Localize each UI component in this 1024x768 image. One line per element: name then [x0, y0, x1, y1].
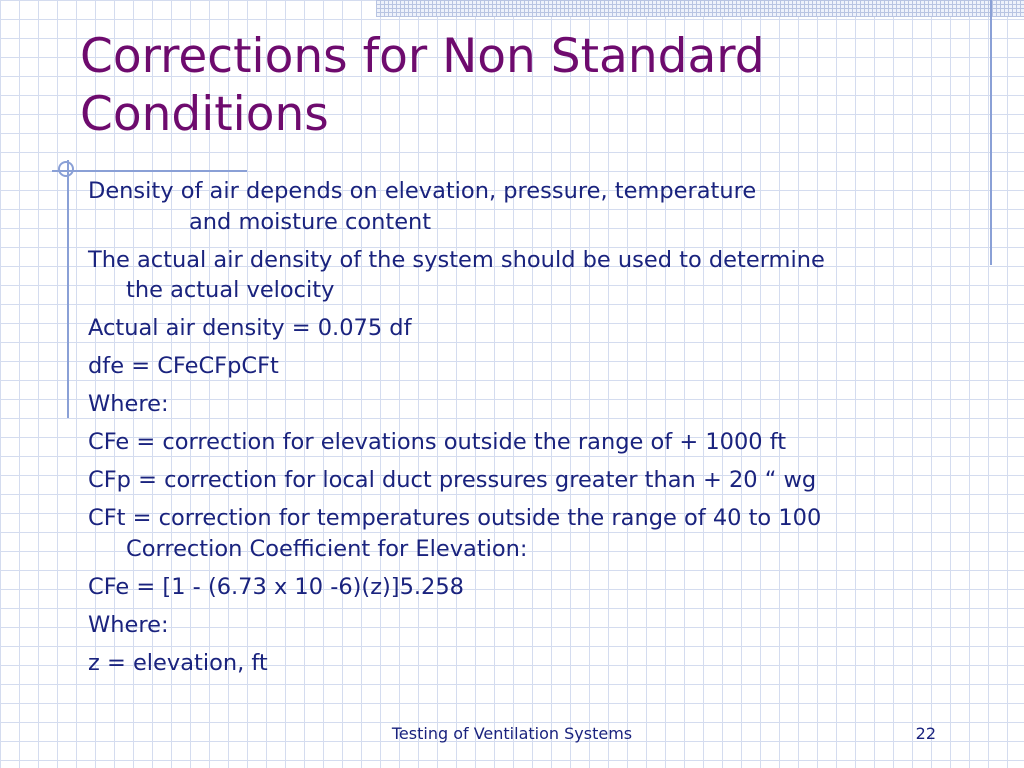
body-line-text: Where: — [88, 611, 169, 638]
body-line-text: The actual air density of the system should be used to determine — [88, 246, 825, 273]
body-line-continuation: the actual velocity — [126, 277, 335, 303]
left-accent-line — [67, 160, 69, 418]
slide-body — [88, 176, 968, 686]
body-line-text: CFe = [1 - (6.73 x 10 -6)(z)]5.258 — [88, 573, 464, 600]
body-line-z-def — [88, 648, 968, 679]
body-line-text: Actual air density = 0.075 df — [88, 315, 412, 341]
ring-ornament-icon — [58, 161, 74, 177]
body-line-text: z = elevation, ft — [88, 649, 268, 676]
body-line-continuation: Correction Coefficient for Elevation: — [126, 535, 528, 562]
body-line-where — [88, 389, 968, 420]
right-accent-line — [990, 0, 992, 265]
body-line-cfe-formula — [88, 572, 968, 603]
body-line-actual-density — [88, 245, 968, 306]
page-number: 22 — [915, 724, 936, 743]
top-decorative-band — [376, 0, 1024, 17]
body-line-cfe-def — [88, 427, 968, 458]
body-line-where — [88, 610, 968, 641]
body-line-density — [88, 176, 968, 237]
body-line-continuation: and moisture content — [189, 208, 432, 235]
body-line-text: dfe = CFeCFpCFt — [88, 353, 279, 379]
body-line-text: CFt = correction for temperatures outside the range of 40 to 100 — [88, 505, 822, 531]
body-line-formula-density — [88, 313, 968, 344]
body-line-text: Density of air depends on elevation, pressure, temperature — [88, 178, 757, 204]
body-line-cft-def — [88, 503, 968, 564]
body-line-formula-dfe — [88, 351, 968, 382]
title-underline — [52, 170, 247, 172]
body-line-text: CFp = correction for local duct pressures greater than + 20 “ wg — [88, 467, 817, 493]
footer-title: Testing of Ventilation Systems — [391, 724, 633, 743]
slide-title: Corrections for Non Standard Conditions — [80, 29, 765, 142]
body-line-text: CFe = correction for elevations outside the range of + 1000 ft — [88, 429, 787, 455]
body-line-text: Where: — [88, 391, 169, 417]
body-line-cfp-def — [88, 465, 968, 496]
